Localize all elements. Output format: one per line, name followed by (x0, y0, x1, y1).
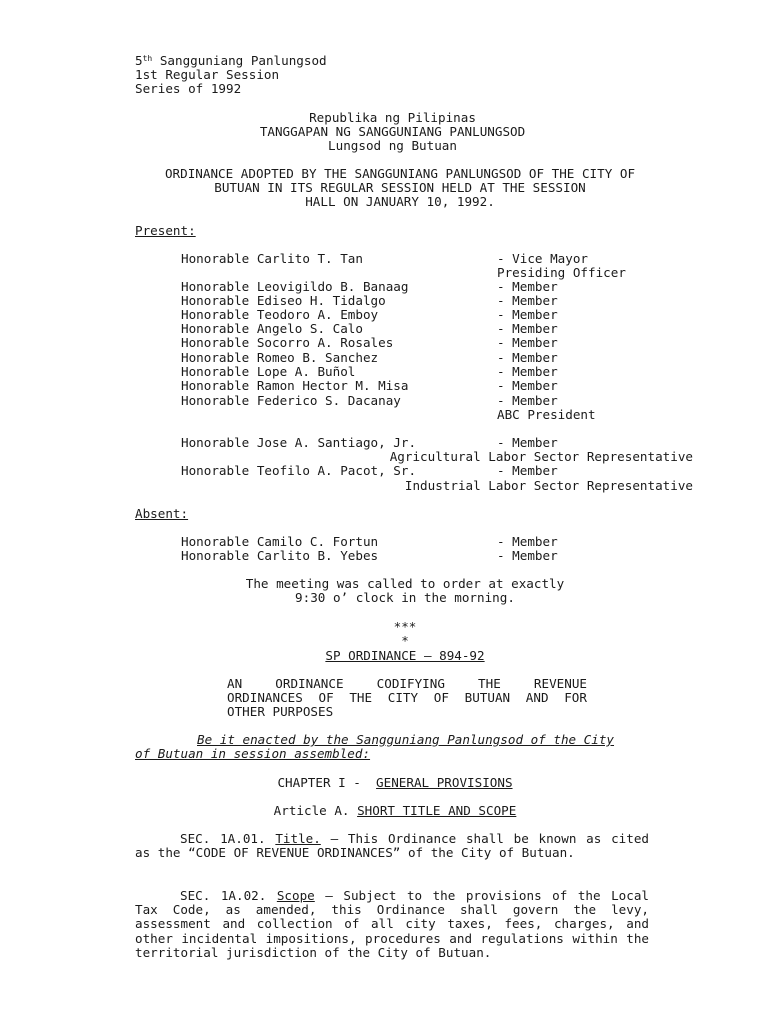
session-line-2: 1st Regular Session (135, 67, 280, 83)
intro-line-2: BUTUAN IN ITS REGULAR SESSION HELD AT THE SESSION (214, 180, 586, 196)
title-word: THE (478, 676, 501, 691)
title-word: FOR (564, 690, 587, 706)
intro-line-1: ORDINANCE ADOPTED BY THE SANGGUNIANG PANLUNGSOD OF THE CITY OF (164, 166, 636, 181)
ordinance-title-line-3: OTHER PURPOSES (227, 704, 334, 720)
member-role: - Member (497, 534, 558, 549)
member-name: Honorable Camilo C. Fortun (181, 534, 379, 549)
enacting-line-2: of Butuan in session assembled: (135, 746, 371, 762)
member-sector: Agricultural Labor Sector Representative (389, 449, 693, 464)
member-name: Honorable Ediseo H. Tidalgo (181, 293, 386, 308)
government-heading (135, 111, 650, 154)
title-word: BUTUAN (464, 690, 511, 706)
member-role: - Member (497, 435, 558, 450)
separator (150, 620, 660, 648)
meeting-line-1: The meeting was called to order at exactly (245, 576, 565, 591)
section-1A01 (135, 832, 649, 860)
section-1A02 (135, 889, 649, 960)
article-prefix: Article A. (273, 803, 350, 818)
present-heading: Present: (135, 223, 196, 238)
member-name: Honorable Jose A. Santiago, Jr. (181, 435, 417, 450)
member-role: - Member (497, 293, 558, 308)
session-line-3: Series of 1992 (135, 81, 242, 97)
title-word: CODIFYING (376, 676, 445, 691)
member-role: ABC President (497, 407, 596, 422)
ordinance-title-line-2 (227, 691, 587, 705)
section-number: SEC. 1A.02. (180, 888, 267, 903)
title-word: ORDINANCE (275, 676, 344, 691)
government-line-2: TANGGAPAN NG SANGGUNIANG PANLUNGSOD (259, 124, 526, 140)
separator-stars: *** (393, 619, 417, 634)
meeting-note (150, 577, 660, 605)
member-role: Presiding Officer (497, 265, 626, 280)
title-word: ORDINANCES (227, 690, 303, 706)
member-role: - Member (497, 350, 558, 365)
member-role: - Vice Mayor (497, 251, 588, 266)
member-sector: Industrial Labor Sector Representative (404, 478, 693, 493)
member-name: Honorable Carlito B. Yebes (181, 548, 379, 563)
separator-star: * (401, 633, 409, 649)
member-name: Honorable Lope A. Buñol (181, 364, 356, 379)
intro-line-3: HALL ON JANUARY 10, 1992. (305, 194, 495, 210)
member-role: - Member (497, 393, 558, 408)
member-role: - Member (497, 364, 558, 379)
section-heading: Title. (275, 831, 321, 846)
member-role: - Member (497, 378, 558, 393)
enacting-line-1: Be it enacted by the Sangguniang Panlungsod of the City (197, 732, 615, 747)
title-word: REVENUE (533, 676, 587, 691)
chapter-heading (135, 776, 655, 790)
member-role: - Member (497, 335, 558, 350)
government-line-3: Lungsod ng Butuan (328, 138, 457, 154)
title-word: OF (318, 690, 334, 706)
title-word: AN (227, 676, 243, 691)
section-number: SEC. 1A.01. (180, 831, 266, 846)
ordinance-title-line-1 (227, 677, 587, 691)
article-heading (135, 804, 655, 818)
title-word: AND (525, 690, 549, 706)
ordinance-number: SP ORDINANCE – 894-92 (325, 648, 485, 663)
ordinance-number-block (150, 649, 660, 663)
chapter-title: GENERAL PROVISIONS (376, 775, 513, 790)
member-name: Honorable Ramon Hector M. Misa (181, 378, 409, 393)
ordinance-title (227, 677, 587, 720)
member-name: Honorable Carlito T. Tan (181, 251, 363, 266)
section-text: – Subject to the provisions of the Local Tax Code, as amended, this Ordinance shall govern the levy, assessment and collection of all city taxes, fees, charges, and other incidental impositions, procedures and regulations within the territorial jurisdiction of the City of Butuan. (135, 888, 649, 960)
member-role: - Member (497, 321, 558, 336)
member-name: Honorable Socorro A. Rosales (181, 335, 394, 350)
member-name: Honorable Federico S. Dacanay (181, 393, 401, 408)
member-name: Honorable Romeo B. Sanchez (181, 350, 379, 365)
ordinance-intro (130, 167, 670, 210)
section-heading: Scope (276, 888, 315, 903)
article-title: SHORT TITLE AND SCOPE (357, 803, 517, 818)
member-role: - Member (497, 279, 558, 294)
title-word: CITY (387, 690, 419, 706)
member-role: - Member (497, 307, 558, 322)
enacting-clause (135, 733, 655, 761)
title-word: THE (349, 690, 373, 706)
member-name: Honorable Leovigildo B. Banaag (181, 279, 409, 294)
session-header (135, 54, 650, 97)
section-text: – This Ordinance shall be known as cited as the “CODE OF REVENUE ORDINANCES” of the City of Butuan. (135, 831, 649, 861)
title-word: OF (433, 690, 449, 706)
meeting-line-2: 9:30 o’ clock in the morning. (295, 590, 515, 606)
member-role: - Member (497, 548, 558, 563)
government-line-1: Republika ng Pilipinas (309, 110, 476, 125)
member-role: - Member (497, 463, 558, 478)
absent-heading: Absent: (135, 506, 189, 521)
chapter-prefix: CHAPTER I - (277, 775, 361, 790)
session-line-1: 5th Sangguniang Panlungsod (135, 53, 327, 68)
member-name: Honorable Teodoro A. Emboy (181, 307, 379, 322)
member-name: Honorable Teofilo A. Pacot, Sr. (181, 463, 417, 478)
member-name: Honorable Angelo S. Calo (181, 321, 363, 336)
